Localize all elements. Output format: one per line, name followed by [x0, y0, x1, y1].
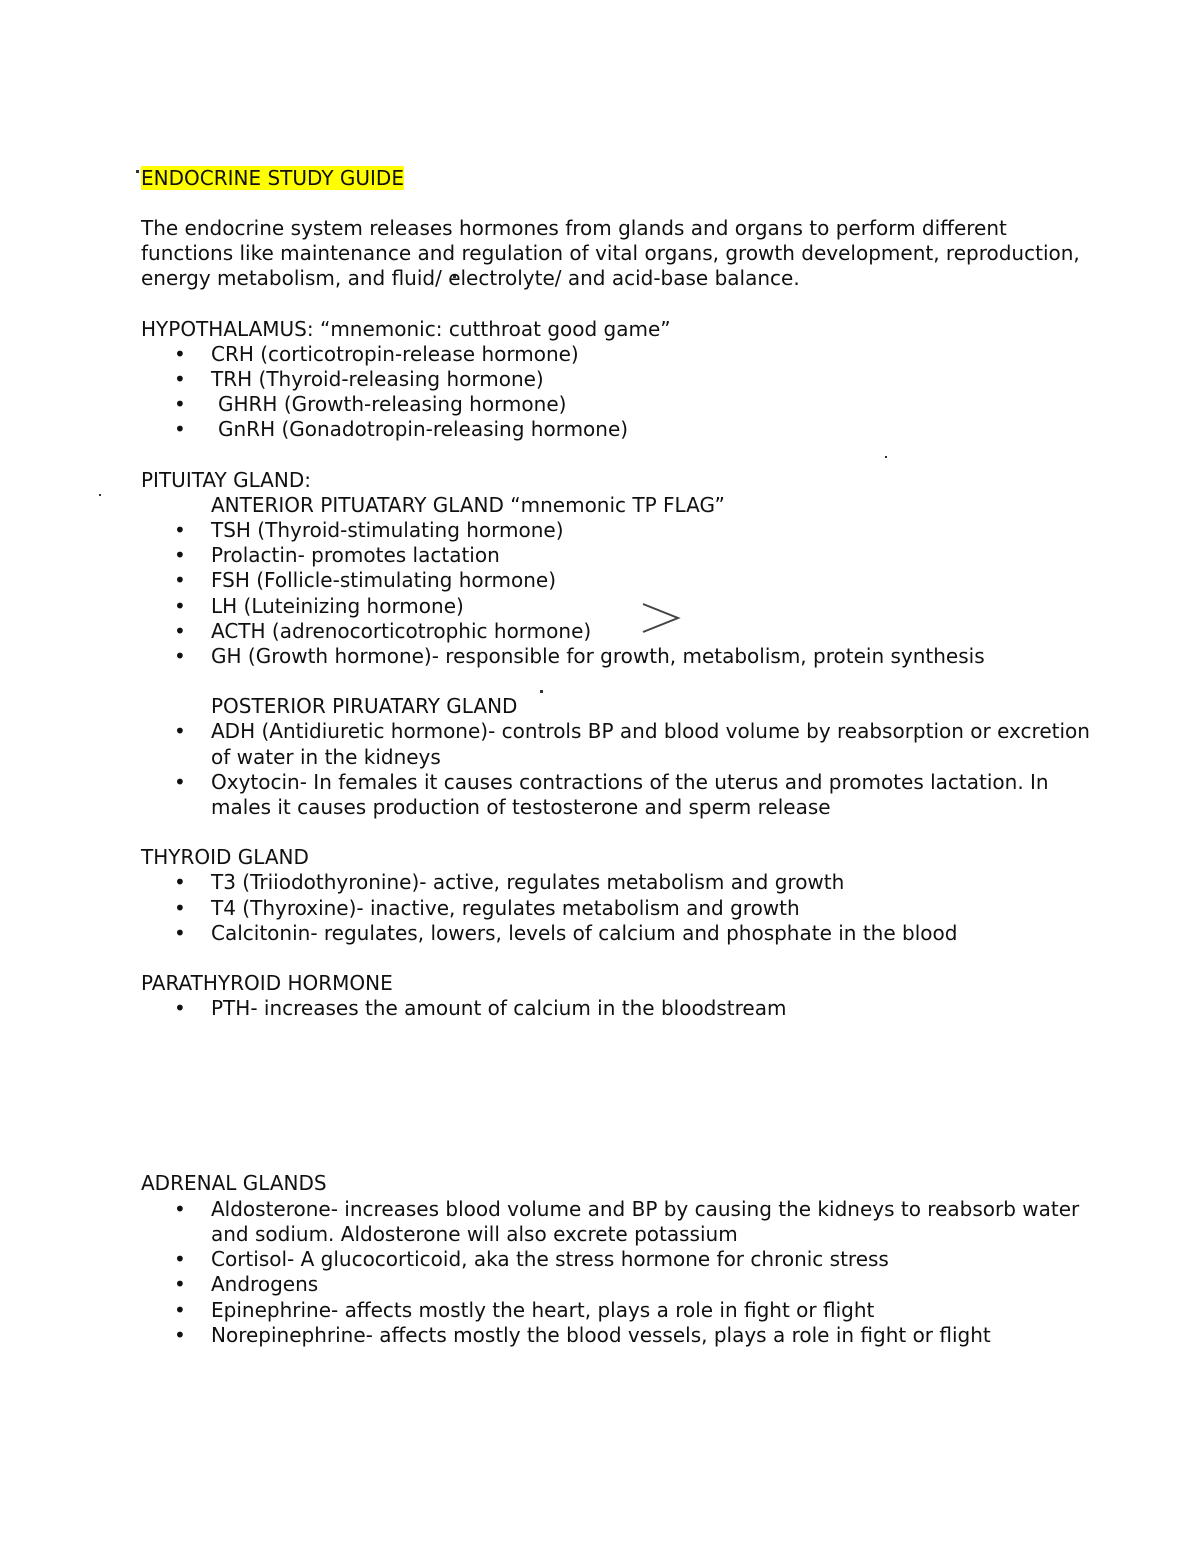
list-item: • Calcitonin- regulates, lowers, levels of calcium and phosphate in the blood	[174, 920, 958, 945]
bullet-icon: •	[174, 1272, 186, 1297]
bullet-icon: •	[174, 417, 186, 442]
list-item: • TSH (Thyroid-stimulating hormone)	[174, 518, 564, 543]
bullet-icon: •	[174, 1297, 186, 1322]
posterior-pituitary-heading: POSTERIOR PIRUATARY GLAND	[211, 694, 518, 719]
document-page	[141, 166, 1101, 1348]
bullet-icon: •	[174, 895, 186, 920]
blank-space	[141, 1021, 1101, 1146]
bullet-icon: •	[174, 870, 186, 895]
list-item: • LH (Luteinizing hormone)	[174, 593, 464, 618]
anterior-pituitary-heading: ANTERIOR PITUATARY GLAND “mnemonic TP FLAG”	[211, 492, 725, 517]
hypothalamus-section	[141, 317, 1101, 443]
stray-dot	[136, 170, 139, 173]
anterior-pituitary-list	[141, 518, 1101, 669]
pituitary-heading: PITUITAY GLAND:	[141, 467, 311, 492]
list-item: • ADH (Antidiuretic hormone)- controls BP and blood volume by reabsorption or excretion of water in the kidneys	[174, 719, 1090, 769]
list-item: • Cortisol- A glucocorticoid, aka the stress hormone for chronic stress	[174, 1247, 889, 1272]
parathyroid-heading: PARATHYROID HORMONE	[141, 971, 393, 996]
bullet-icon: •	[174, 1322, 186, 1347]
list-item: • Aldosterone- increases blood volume and BP by causing the kidneys to reabsorb water and sodium. Aldosterone will also excrete potassium	[174, 1196, 1080, 1246]
bullet-icon: •	[174, 644, 186, 669]
bullet-icon: •	[174, 568, 186, 593]
bullet-icon: •	[174, 593, 186, 618]
list-item: • T3 (Triiodothyronine)- active, regulates metabolism and growth	[174, 870, 845, 895]
list-item: • Androgens	[174, 1272, 319, 1297]
list-item: • TRH (Thyroid-releasing hormone)	[174, 367, 544, 392]
hypothalamus-list	[141, 342, 1101, 443]
bullet-icon: •	[174, 996, 186, 1021]
adrenal-section	[141, 1171, 1101, 1347]
list-item: • GHRH (Growth-releasing hormone)	[174, 392, 567, 417]
document-title: ENDOCRINE STUDY GUIDE	[141, 166, 404, 190]
thyroid-section	[141, 845, 1101, 946]
bullet-icon: •	[174, 618, 186, 643]
thyroid-heading: THYROID GLAND	[141, 845, 309, 870]
adrenal-heading: ADRENAL GLANDS	[141, 1171, 327, 1196]
list-item: • CRH (corticotropin-release hormone)	[174, 341, 579, 366]
list-item: • ACTH (adrenocorticotrophic hormone)	[174, 618, 592, 643]
bullet-icon: •	[174, 769, 186, 794]
list-item: • Oxytocin- In females it causes contractions of the uterus and promotes lactation. In males it causes production of testosterone and sperm release	[174, 769, 1049, 820]
bullet-icon: •	[174, 920, 186, 945]
parathyroid-section	[141, 971, 1101, 1021]
bullet-icon: •	[174, 518, 186, 543]
hypothalamus-heading: HYPOTHALAMUS: “mnemonic: cutthroat good game”	[141, 316, 671, 341]
bullet-icon: •	[174, 392, 186, 417]
bullet-icon: •	[174, 1247, 186, 1272]
list-item: • Prolactin- promotes lactation	[174, 543, 500, 568]
thyroid-list	[141, 870, 1101, 946]
posterior-pituitary-list	[141, 719, 1101, 820]
bullet-icon: •	[174, 1196, 186, 1221]
pituitary-section	[141, 468, 1101, 821]
intro-paragraph: The endocrine system releases hormones from glands and organs to perform different functions like maintenance and regulation of vital organs, growth development, reproduction, energy metabolism, and fluid/ electrolyte/ and acid-base balance.	[141, 216, 1080, 291]
bullet-icon: •	[174, 341, 186, 366]
list-item: • FSH (Follicle-stimulating hormone)	[174, 568, 557, 593]
list-item: • GH (Growth hormone)- responsible for growth, metabolism, protein synthesis	[174, 644, 985, 669]
bullet-icon: •	[174, 367, 186, 392]
list-item: • PTH- increases the amount of calcium in the bloodstream	[174, 996, 787, 1021]
list-item: • Epinephrine- affects mostly the heart, plays a role in fight or flight	[174, 1297, 875, 1322]
title-line	[141, 166, 1101, 191]
list-item: • T4 (Thyroxine)- inactive, regulates metabolism and growth	[174, 895, 800, 920]
list-item: • Norepinephrine- affects mostly the blood vessels, plays a role in fight or flight	[174, 1322, 991, 1347]
bullet-icon: •	[174, 719, 186, 744]
list-item: • GnRH (Gonadotropin-releasing hormone)	[174, 417, 629, 442]
bullet-icon: •	[174, 543, 186, 568]
parathyroid-list	[141, 996, 1101, 1021]
stray-dot	[99, 494, 101, 496]
adrenal-list	[141, 1197, 1101, 1348]
